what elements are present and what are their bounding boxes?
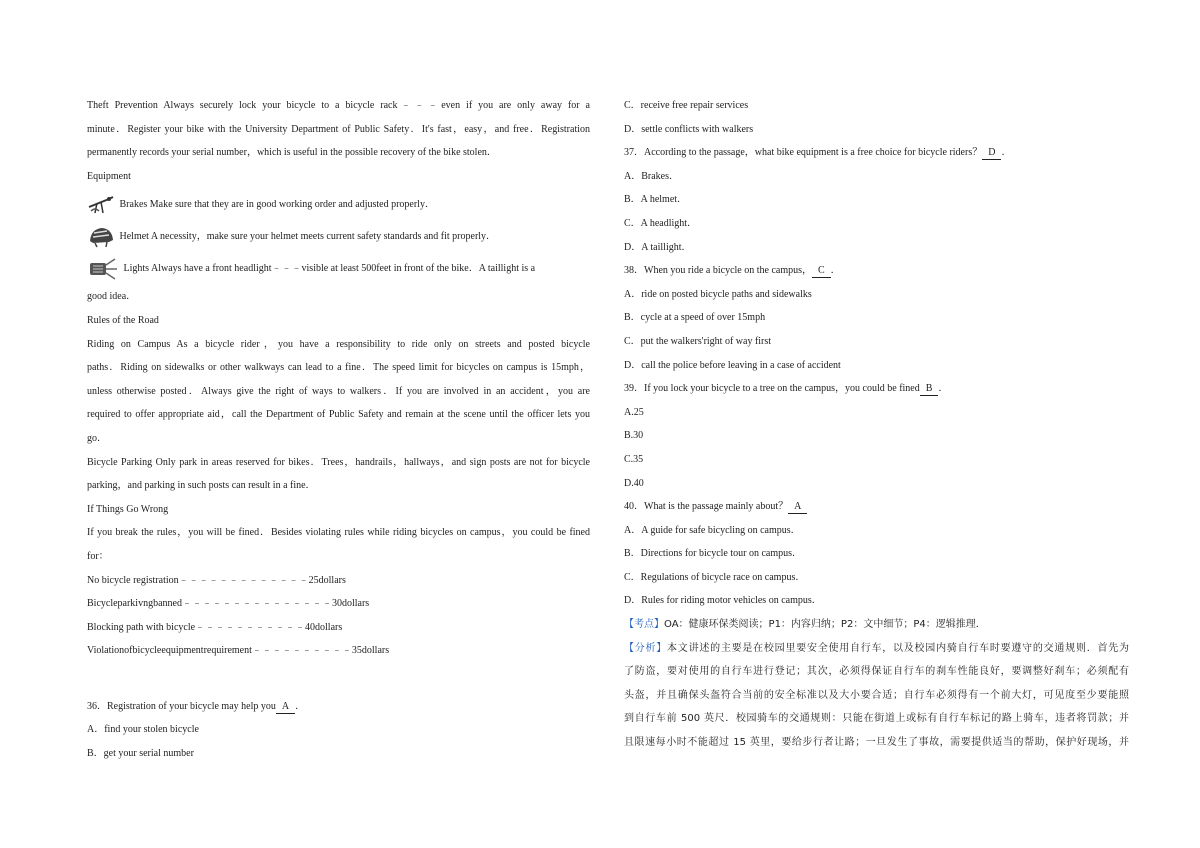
right-column (624, 94, 1129, 755)
left-column (87, 94, 590, 766)
option-item: C．put the walkers'right of way first (624, 335, 772, 347)
theft-line-2: minute．Register your bike with the University Department of Public Safety．It's fast，easy，and free．Registration (87, 123, 590, 135)
option-item: C.35 (624, 453, 644, 465)
question-stem: 37．According to the passage，what bike equipment is a free choice for bicycle riders？ (624, 147, 983, 159)
riding-line-4: required to offer appropriate aid，call the Department of Public Safety and remain at the scene until the officer lets you (87, 409, 590, 421)
wrong-line-2: for： (87, 550, 109, 562)
option-item: B．A helmet． (624, 194, 688, 206)
option-item: D.40 (624, 477, 644, 489)
fenxi-line: 头盔，并且确保头盔符合当前的安全标准以及大小要合适；自行车必须得有一个前大灯，可见度至少要能照 (624, 689, 1129, 701)
question-stem: 40．What is the passage mainly about？ (624, 501, 789, 513)
question-end: ． (830, 265, 841, 277)
fenxi-line: 且限速每小时不能超过 15 英里，要给步行者让路；一旦发生了事故，需要提供适当的帮助，保护好现场，并 (624, 737, 1129, 749)
option-item: B．cycle at a speed of over 15mph (624, 312, 766, 324)
answer-blank: B (920, 382, 939, 396)
brakes-item (87, 188, 590, 222)
question-end: ． (295, 700, 306, 712)
parking-line-1: Bicycle Parking Only park in areas reserved for bikes．Trees，handrails，hallways，and sign posts are not for bicycle (87, 456, 590, 468)
lights-text-1: Lights Always have a front headlight﹣﹣﹣visible at least 500feet in front of the bike．A taillight is a (123, 263, 536, 275)
option-item: C．receive free repair services (624, 100, 749, 111)
spacer (87, 663, 590, 695)
lights-text-2: good idea． (87, 291, 137, 303)
bicycle-brake-icon (87, 193, 115, 217)
wrong-heading: If Things Go Wrong (87, 503, 169, 515)
option-item: C．Regulations of bicycle race on campus． (624, 571, 806, 583)
kaodian-line (624, 613, 1129, 637)
option-item: A．Brakes． (624, 170, 679, 182)
kaodian-tag: 【考点】 (624, 619, 664, 631)
fenxi-line-1 (624, 637, 1129, 661)
fenxi-line: 了防盗，要对使用的自行车进行登记；其次，必须得保证自行车的刹车性能良好，要调整好刹车；必须配有 (624, 666, 1129, 678)
helmet-item (87, 222, 590, 252)
question-stem: 36．Registration of your bicycle may help you (87, 700, 276, 712)
bicycle-light-icon (87, 255, 119, 283)
question-39 (624, 377, 1129, 401)
fenxi-tag: 【分析】 (624, 642, 668, 654)
option-item: A．find your stolen bicycle (87, 724, 199, 736)
fenxi-line: 到自行车前 500 英尺．校园骑车的交通规则：只能在街道上或标有自行车标记的路上骑车，违者将罚款；并 (624, 713, 1129, 725)
riding-line-1: Riding on Campus As a bicycle rider，you have a responsibility to ride only on streets and posted bicycle (87, 338, 590, 350)
equipment-heading: Equipment (87, 170, 131, 182)
theft-line-1: Theft Prevention Always securely lock your bicycle to a bicycle rack﹣﹣﹣even if you are only away for a (87, 100, 590, 111)
question-stem: 39．If you lock your bicycle to a tree on the campus，you could be fined (624, 383, 920, 395)
theft-line-3: permanently records your serial number，which is useful in the possible recovery of the bike stolen． (87, 147, 497, 159)
rules-heading: Rules of the Road (87, 314, 159, 326)
brakes-text: Brakes Make sure that they are in good working order and adjusted properly． (119, 199, 435, 211)
option-item: A．ride on posted bicycle paths and sidewalks (624, 288, 812, 300)
riding-line-5: go． (87, 432, 107, 444)
fine-item: Blocking path with bicycle﹣﹣﹣﹣﹣﹣﹣﹣﹣﹣﹣40dollars (87, 621, 343, 633)
answer-blank: C (812, 264, 831, 278)
fenxi-text: 本文讲述的主要是在校园里要安全使用自行车，以及校园内骑自行车时要遵守的交通规则．首先为 (667, 642, 1129, 654)
option-item: C．A headlight． (624, 217, 698, 229)
helmet-icon (87, 225, 115, 249)
parking-line-2: parking，and parking in such posts can result in a fine． (87, 480, 316, 492)
fine-item: Bicycleparkivngbanned﹣﹣﹣﹣﹣﹣﹣﹣﹣﹣﹣﹣﹣﹣﹣30dollars (87, 598, 370, 610)
question-40 (624, 495, 1129, 519)
option-item: B．Directions for bicycle tour on campus． (624, 548, 803, 560)
riding-line-3: unless otherwise posted．Always give the right of ways to walkers．If you are involved in an accident，you are (87, 385, 590, 397)
lights-item (87, 252, 590, 285)
answer-blank: D (982, 146, 1001, 160)
option-item: B.30 (624, 430, 644, 442)
kaodian-text: OA：健康环保类阅读；P1：内容归纳；P2：文中细节；P4：逻辑推理． (664, 619, 986, 631)
answer-blank: A (276, 700, 295, 714)
question-stem: 38．When you ride a bicycle on the campus， (624, 265, 812, 277)
question-end: ． (1001, 147, 1012, 159)
question-36 (87, 695, 590, 719)
option-item: A．A guide for safe bicycling on campus． (624, 524, 801, 536)
fine-item: Violationofbicycleequipmentrequirement﹣﹣﹣﹣﹣﹣﹣﹣﹣﹣35dollars (87, 645, 390, 657)
fine-item: No bicycle registration﹣﹣﹣﹣﹣﹣﹣﹣﹣﹣﹣﹣﹣25dollars (87, 574, 346, 586)
question-end: ． (938, 383, 949, 395)
option-item: D．call the police before leaving in a case of accident (624, 359, 841, 371)
wrong-line-1: If you break the rules，you will be fined．Besides violating rules while riding bicycles on campus，you could be fined (87, 527, 590, 539)
question-38 (624, 259, 1129, 283)
option-item: A.25 (624, 406, 644, 418)
option-item: D．A taillight． (624, 241, 692, 253)
helmet-text: Helmet A necessity，make sure your helmet meets current safety standards and fit properly． (119, 231, 497, 243)
answer-blank: A (788, 500, 807, 514)
question-37 (624, 141, 1129, 165)
option-item: D．settle conflicts with walkers (624, 123, 754, 135)
option-item: B．get your serial number (87, 748, 194, 760)
option-item: D．Rules for riding motor vehicles on campus． (624, 595, 822, 607)
riding-line-2: paths．Riding on sidewalks or other walkways can lead to a fine．The speed limit for bicycles on campus is 15mph， (87, 362, 590, 374)
